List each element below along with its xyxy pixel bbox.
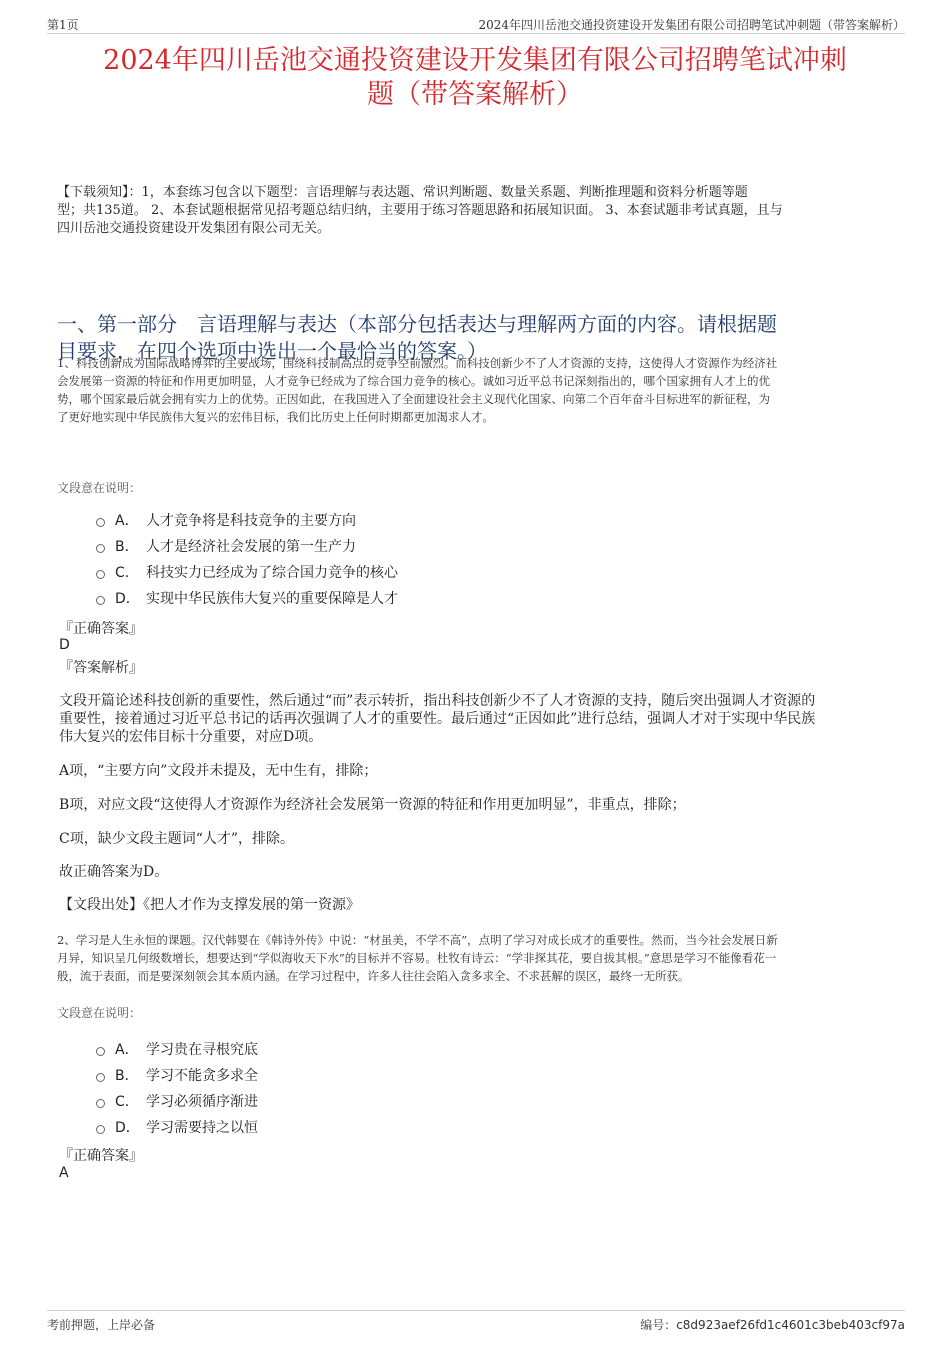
analysis-conclusion: 故正确答案为D。 [59, 864, 169, 880]
analysis-line: 文段开篇论述科技创新的重要性，然后通过“而”表示转折，指出科技创新少不了人才资源的支持，随后突出强调人才资源的 [59, 693, 816, 709]
document-title [50, 44, 900, 112]
question-2-options [96, 1037, 258, 1141]
question-2-answer-label: 『正确答案』 [59, 1148, 143, 1164]
analysis-point-b: B项，对应文段“这使得人才资源作为经济社会发展第一资源的特征和作用更加明显”，非重点，排除； [59, 797, 686, 813]
question-1-analysis [59, 692, 898, 746]
header-doc-title: 2024年四川岳池交通投资建设开发集团有限公司招聘笔试冲刺题（带答案解析） [478, 18, 905, 32]
radio-button-icon[interactable] [96, 1125, 105, 1134]
analysis-point-c: C项，缺少文段主题词“人才”，排除。 [59, 831, 295, 847]
page-number: 第1页 [47, 18, 79, 32]
page-footer [47, 1310, 905, 1333]
question-2-line: 般，流于表面，而是要深刻领会其本质内涵。在学习过程中，许多人往往会陷入贪多求全、不求甚解的误区，最终一无所获。 [57, 969, 690, 983]
question-1-stem [57, 354, 898, 426]
question-1-line: 势，哪个国家最后就会拥有实力上的优势。正因如此，在我国进入了全面建设社会主义现代化国家、向第二个百年奋斗目标进军的新征程，为 [57, 392, 770, 406]
download-notice [57, 184, 898, 238]
radio-button-icon[interactable] [96, 570, 105, 579]
question-1-prompt: 文段意在说明： [57, 481, 142, 495]
radio-button-icon[interactable] [96, 544, 105, 553]
notice-line-2: 型；共135道。 2、本套试题根据常见招考题总结归纳，主要用于练习答题思路和拓展知识面。 3、本套试题非考试真题，且与 [57, 203, 783, 218]
question-2-option-b[interactable]: B． 学习不能贪多求全 [96, 1063, 258, 1089]
question-1-line: 会发展第一资源的特征和作用更加明显，人才竞争已经成为了综合国力竞争的核心。诚如习近平总书记深刻指出的，哪个国家拥有人才上的优 [57, 374, 770, 388]
footer-code-label: 编号： [640, 1318, 677, 1332]
analysis-line: 伟大复兴的宏伟目标十分重要，对应D项。 [59, 729, 323, 745]
question-1-line: 了更好地实现中华民族伟大复兴的宏伟目标，我们比历史上任何时期都更加渴求人才。 [57, 410, 494, 424]
question-1-option-b[interactable]: B． 人才是经济社会发展的第一生产力 [96, 534, 398, 560]
section-heading-line-1: 一、第一部分 言语理解与表达（本部分包括表达与理解两方面的内容。请根据题 [57, 312, 777, 336]
question-1-answer: D [59, 637, 70, 653]
question-1-option-c[interactable]: C． 科技实力已经成为了综合国力竞争的核心 [96, 560, 398, 586]
question-2-prompt: 文段意在说明： [57, 1006, 142, 1020]
question-2-option-a[interactable]: A． 学习贵在寻根究底 [96, 1037, 258, 1063]
radio-button-icon[interactable] [96, 1099, 105, 1108]
question-2-answer: A [59, 1165, 69, 1181]
section-heading-line-2: 目要求，在四个选项中选出一个最恰当的答案。） [57, 339, 487, 363]
analysis-line: 重要性，接着通过习近平总书记的话再次强调了人才的重要性。最后通过“正因如此”进行总结，强调人才对于实现中华民族 [59, 711, 816, 727]
question-1-line: 1、科技创新成为国际战略博弈的主要战场，围绕科技制高点的竞争空前激烈。而科技创新少不了人才资源的支持，这使得人才资源作为经济社 [57, 356, 778, 370]
notice-line-3: 四川岳池交通投资建设开发集团有限公司无关。 [57, 221, 331, 236]
question-2-option-c[interactable]: C． 学习必须循序渐进 [96, 1089, 258, 1115]
question-2-line: 2、学习是人生永恒的课题。汉代韩婴在《韩诗外传》中说：“材虽美，不学不高”，点明了学习对成长成才的重要性。然而，当今社会发展日新 [57, 933, 778, 947]
question-1-option-d[interactable]: D． 实现中华民族伟大复兴的重要保障是人才 [96, 586, 398, 612]
analysis-point-a: A项，“主要方向”文段并未提及，无中生有，排除； [59, 763, 378, 779]
title-line-1: 2024年四川岳池交通投资建设开发集团有限公司招聘笔试冲刺 [103, 45, 847, 76]
radio-button-icon[interactable] [96, 596, 105, 605]
footer-slogan: 考前押题，上岸必备 [47, 1318, 156, 1332]
radio-button-icon[interactable] [96, 518, 105, 527]
notice-line-1: 【下载须知】：1，本套练习包含以下题型：言语理解与表达题、常识判断题、数量关系题、判断推理题和资料分析题等题 [57, 185, 748, 200]
footer-code [640, 1316, 905, 1333]
title-line-2: 题（带答案解析） [367, 79, 583, 110]
question-1-option-a[interactable]: A． 人才竞争将是科技竞争的主要方向 [96, 508, 398, 534]
question-1-analysis-label: 『答案解析』 [59, 660, 143, 676]
page-header [47, 14, 905, 34]
question-2-stem [57, 931, 898, 985]
question-2-line: 月异，知识呈几何级数增长，想要达到“学似海收天下水”的目标并不容易。杜牧有诗云：“学非探其花，要自拔其根。”意思是学习不能像看花一 [57, 951, 777, 965]
footer-code-value: c8d923aef26fd1c4601c3beb403cf97a [676, 1318, 905, 1332]
passage-source: 【文段出处】《把人才作为支撑发展的第一资源》 [59, 897, 360, 913]
question-1-options [96, 508, 398, 612]
radio-button-icon[interactable] [96, 1073, 105, 1082]
question-2-option-d[interactable]: D． 学习需要持之以恒 [96, 1115, 258, 1141]
question-1-answer-label: 『正确答案』 [59, 621, 143, 637]
radio-button-icon[interactable] [96, 1047, 105, 1056]
